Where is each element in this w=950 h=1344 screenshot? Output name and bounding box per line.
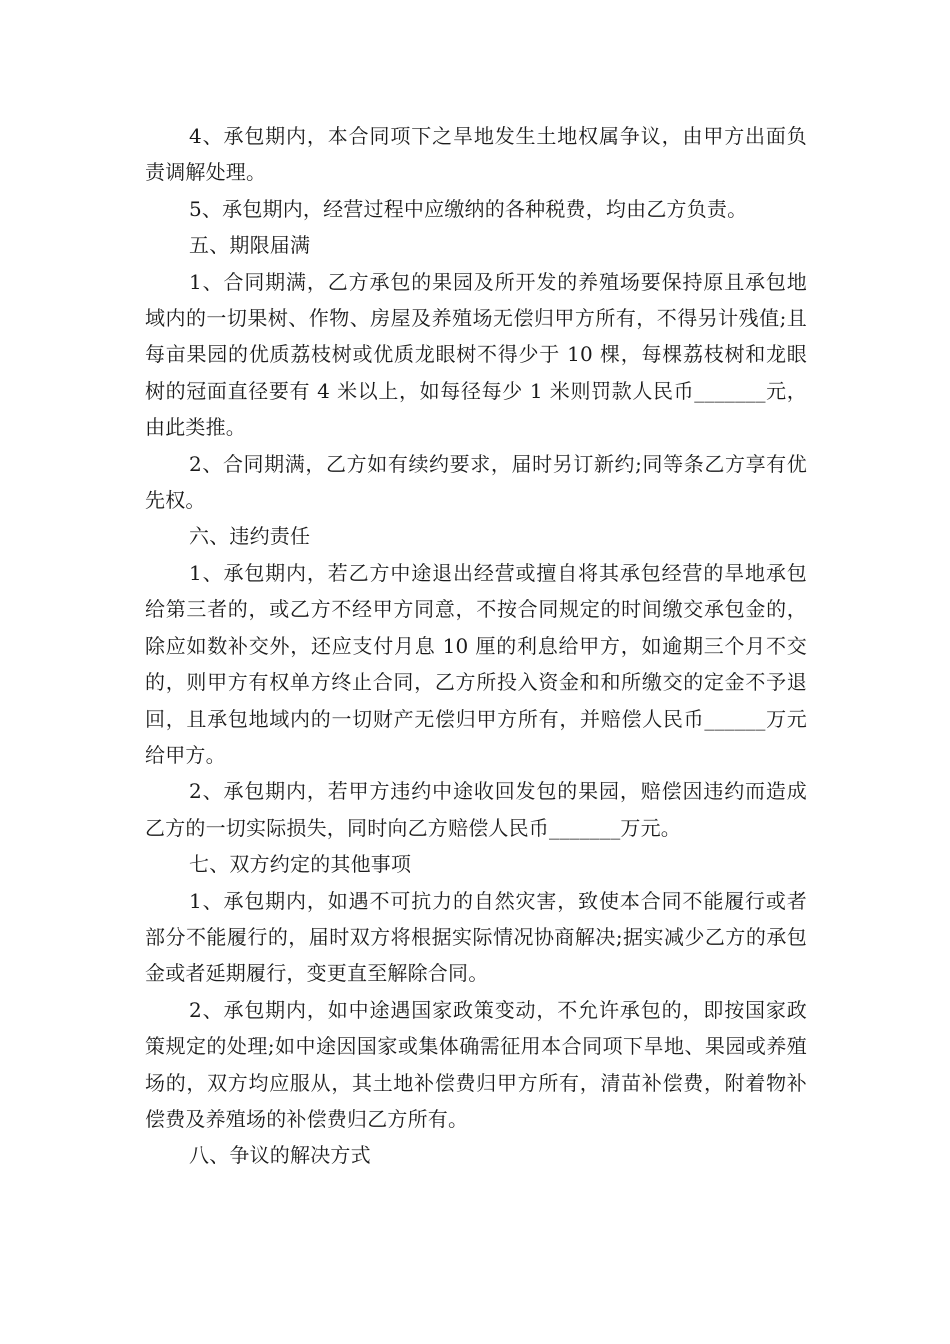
clause-5-taxes: 5、承包期内，经营过程中应缴纳的各种税费，均由乙方负责。 — [189, 196, 748, 221]
clause-4-land-dispute: 4、承包期内，本合同项下之旱地发生土地权属争议，由甲方出面负责调解处理。 — [145, 124, 807, 185]
document-body — [145, 118, 807, 1174]
section-heading-other-matters: 七、双方约定的其他事项 — [189, 852, 412, 877]
expiry-clause-2: 2、合同期满，乙方如有续约要求，届时另订新约;同等条乙方享有优先权。 — [145, 451, 807, 513]
section-heading-expiry: 五、期限届满 — [189, 233, 311, 258]
section-heading-dispute-resolution: 八、争议的解决方式 — [189, 1143, 371, 1168]
other-matters-clause-2: 2、承包期内，如中途遇国家政策变动，不允许承包的，即按国家政策规定的处理;如中途因国家或集体确需征用本合同项下旱地、果园或养殖场的，双方均应服从，其土地补偿费归甲方所有，清苗补偿费，附着物补偿费及养殖场的补偿费归乙方所有。 — [145, 997, 807, 1131]
breach-clause-1: 1、承包期内，若乙方中途退出经营或擅自将其承包经营的旱地承包给第三者的，或乙方不经甲方同意，不按合同规定的时间缴交承包金的，除应如数补交外，还应支付月息 10 厘的利息给甲方，如逾期三个月不交的，则甲方有权单方终止合同，乙方所投入资金和和所缴交的定金不予退回，且承包地域内的一切财产无偿归甲方所有，并赔偿人民币______万元给甲方。 — [145, 560, 807, 767]
breach-clause-2: 2、承包期内，若甲方违约中途收回发包的果园，赔偿因违约而造成乙方的一切实际损失，同时向乙方赔偿人民币_______万元。 — [145, 779, 807, 840]
other-matters-clause-1: 1、承包期内，如遇不可抗力的自然灾害，致使本合同不能履行或者部分不能履行的，届时双方将根据实际情况协商解决;据实减少乙方的承包金或者延期履行，变更直至解除合同。 — [145, 888, 807, 986]
expiry-clause-1: 1、合同期满，乙方承包的果园及所开发的养殖场要保持原且承包地域内的一切果树、作物、房屋及养殖场无偿归甲方所有，不得另计残值;且每亩果园的优质荔枝树或优质龙眼树不得少于 10 棵，每棵荔枝树和龙眼树的冠面直径要有 4 米以上，如每径每少 1 米则罚款人民币_______元，由此类推。 — [145, 269, 807, 440]
section-heading-breach: 六、违约责任 — [189, 524, 311, 549]
